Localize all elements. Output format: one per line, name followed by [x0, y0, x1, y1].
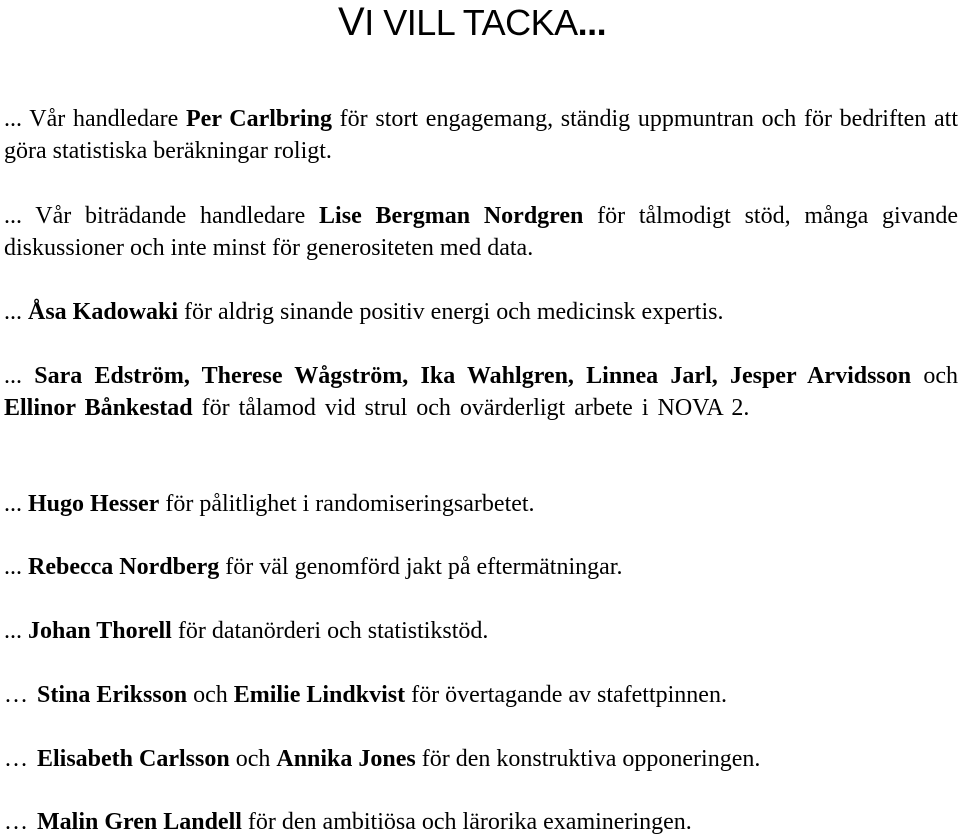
acknowledgement-item: … Malin Gren Landell för den ambitiösa och lärorika examineringen.: [4, 809, 692, 835]
acknowledgement-item: … Elisabeth Carlsson och Annika Jones för den konstruktiva opponeringen.: [4, 746, 761, 772]
page-title: [338, 0, 607, 44]
item-ellipsis: ...: [4, 618, 22, 644]
person-name: Per Carlbring: [186, 106, 332, 132]
item-ellipsis: ...: [4, 491, 22, 517]
person-name: Malin Gren Landell: [37, 809, 242, 835]
person-name: Hugo Hesser: [28, 491, 160, 517]
person-name: Stina Eriksson: [37, 682, 188, 708]
person-name: Rebecca Nordberg: [28, 554, 220, 580]
item-ellipsis: ...: [4, 363, 22, 389]
acknowledgement-item: ... Vår biträdande handledare Lise Bergman Nordgren för tålmodigt stöd, många givande diskussioner och inte minst för generositeten med data.: [4, 203, 958, 261]
person-name: Ellinor Bånkestad: [4, 395, 193, 421]
person-name: Lise Bergman Nordgren: [319, 203, 584, 229]
person-name: Emilie Lindkvist: [233, 682, 406, 708]
item-ellipsis: ...: [4, 299, 22, 325]
title-text: I VILL TACKA: [364, 2, 578, 43]
person-name: Johan Thorell: [28, 618, 172, 644]
person-name: Sara Edström, Therese Wågström, Ika Wahlgren, Linnea Jarl, Jesper Arvidsson: [34, 363, 912, 389]
acknowledgement-item: ... Sara Edström, Therese Wågström, Ika Wahlgren, Linnea Jarl, Jesper Arvidsson och Ellinor Bånkestad för tålamod vid strul och ovärderligt arbete i NOVA 2.: [4, 363, 959, 421]
item-ellipsis: …: [4, 682, 31, 708]
item-ellipsis: …: [4, 809, 31, 835]
title-ellipsis: ...: [577, 2, 607, 43]
person-name: Annika Jones: [276, 746, 416, 772]
person-name: Åsa Kadowaki: [28, 299, 179, 325]
acknowledgement-item: ... Åsa Kadowaki för aldrig sinande positiv energi och medicinsk expertis.: [4, 299, 724, 325]
item-ellipsis: ...: [4, 106, 22, 132]
person-name: Elisabeth Carlsson: [37, 746, 230, 772]
item-ellipsis: …: [4, 746, 31, 772]
acknowledgement-item: ... Hugo Hesser för pålitlighet i randomiseringsarbetet.: [4, 491, 535, 517]
acknowledgement-item: ... Rebecca Nordberg för väl genomförd jakt på eftermätningar.: [4, 554, 623, 580]
item-ellipsis: ...: [4, 554, 22, 580]
acknowledgement-item: … Stina Eriksson och Emilie Lindkvist för övertagande av stafettpinnen.: [4, 682, 727, 708]
acknowledgement-item: ... Johan Thorell för datanörderi och statistikstöd.: [4, 618, 489, 644]
item-ellipsis: ...: [4, 203, 22, 229]
title-first-letter: V: [338, 0, 365, 44]
acknowledgement-item: ... Vår handledare Per Carlbring för stort engagemang, ständig uppmuntran och för bedriften att göra statistiska beräkningar roligt.: [4, 106, 959, 164]
